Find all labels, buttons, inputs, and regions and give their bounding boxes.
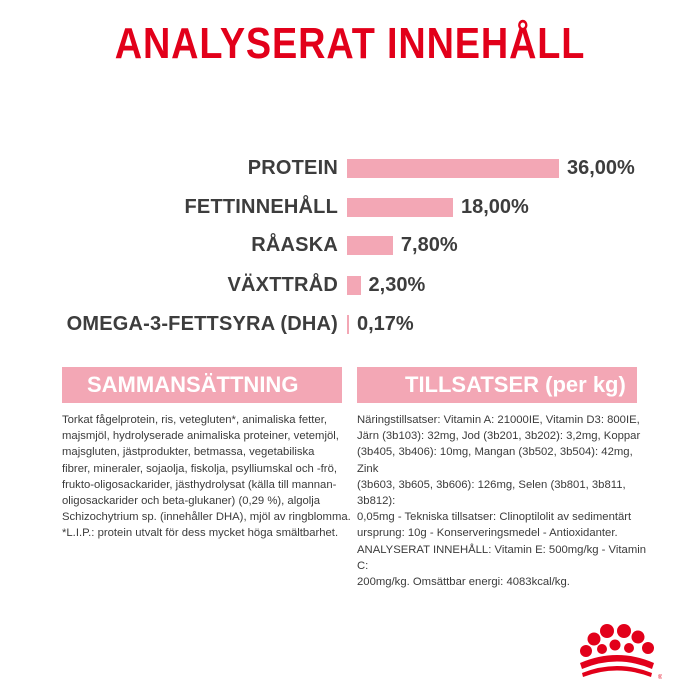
bar-value: 18,00%	[461, 196, 529, 218]
bar-row-protein	[0, 155, 700, 181]
bar-label: VÄXTTRÅD	[227, 274, 338, 296]
additives-line: Järn (3b103): 32mg, Jod (3b201, 3b202): 3,2mg, Koppar	[357, 430, 641, 443]
composition-line: Torkat fågelprotein, ris, vetegluten*, animaliska fetter,	[62, 414, 327, 426]
additives-line: ursprung: 10g - Konserveringsmedel - Antioxidanter.	[357, 527, 618, 540]
additives-heading: TILLSATSER (per kg)	[357, 367, 637, 403]
composition-line: majsgluten, jästprodukter, betmassa, vegetabiliska	[62, 446, 315, 459]
additives-line: 0,05mg - Tekniska tillsatser: Clinoptilolit av sedimentärt	[357, 511, 632, 524]
composition-line: fibrer, mineraler, sojaolja, fiskolja, psylliumskal och -frö,	[62, 462, 337, 475]
additives-line: (3b405, 3b406): 10mg, Mangan (3b502, 3b504): 42mg, Zink	[357, 446, 633, 475]
composition-line: Schizochytrium sp. (innehåller DHA), mjöl av ringblomma.	[62, 511, 351, 524]
additives-line: 200mg/kg. Omsättbar energi: 4083kcal/kg.	[357, 576, 570, 589]
bar-label: FETTINNEHÅLL	[184, 196, 338, 218]
bar-value: 7,80%	[400, 234, 458, 256]
bar-label: OMEGA-3-FETTSYRA (DHA)	[66, 313, 338, 335]
svg-text:®: ®	[658, 675, 662, 681]
bar-value: 0,17%	[357, 313, 414, 335]
bar-fill	[347, 198, 453, 217]
composition-line: frukto-oligosackarider, jästhydrolysat (källa till mannan-	[62, 478, 337, 491]
bar-fill	[347, 315, 349, 334]
bar-value: 2,30%	[368, 274, 426, 296]
bar-fill	[347, 159, 559, 178]
page-title: ANALYSERAT INNEHÅLL	[114, 19, 586, 68]
bar-fill	[347, 276, 361, 295]
composition-line: majsmjöl, hydrolyserade animaliska proteiner, vetemjöl,	[62, 430, 339, 443]
additives-line: Näringstillsatser: Vitamin A: 21000IE, Vitamin D3: 800IE,	[357, 414, 640, 426]
bar-value: 36,00%	[567, 157, 635, 179]
composition-text	[62, 412, 352, 542]
bar-row-fettinnehall	[0, 194, 700, 220]
additives-line: ANALYSERAT INNEHÅLL: Vitamin E: 500mg/kg - Vitamin C:	[357, 543, 647, 572]
composition-line: *L.I.P.: protein utvalt för dess mycket höga smältbarhet.	[62, 527, 339, 540]
additives-text	[357, 412, 657, 590]
crown-logo-icon	[572, 617, 662, 687]
composition-line: oligosackarider och beta-glukaner) (0,29 %), algolja	[62, 495, 321, 508]
bar-row-raaska	[0, 232, 700, 258]
bar-row-omega3	[0, 311, 700, 337]
bar-row-vaxttrad	[0, 272, 700, 298]
bar-label: PROTEIN	[247, 157, 338, 179]
additives-line: (3b603, 3b605, 3b606): 126mg, Selen (3b801, 3b811, 3b812):	[357, 478, 626, 508]
bar-label: RÅASKA	[251, 234, 338, 256]
composition-heading: SAMMANSÄTTNING	[62, 367, 342, 403]
bar-fill	[347, 236, 393, 255]
